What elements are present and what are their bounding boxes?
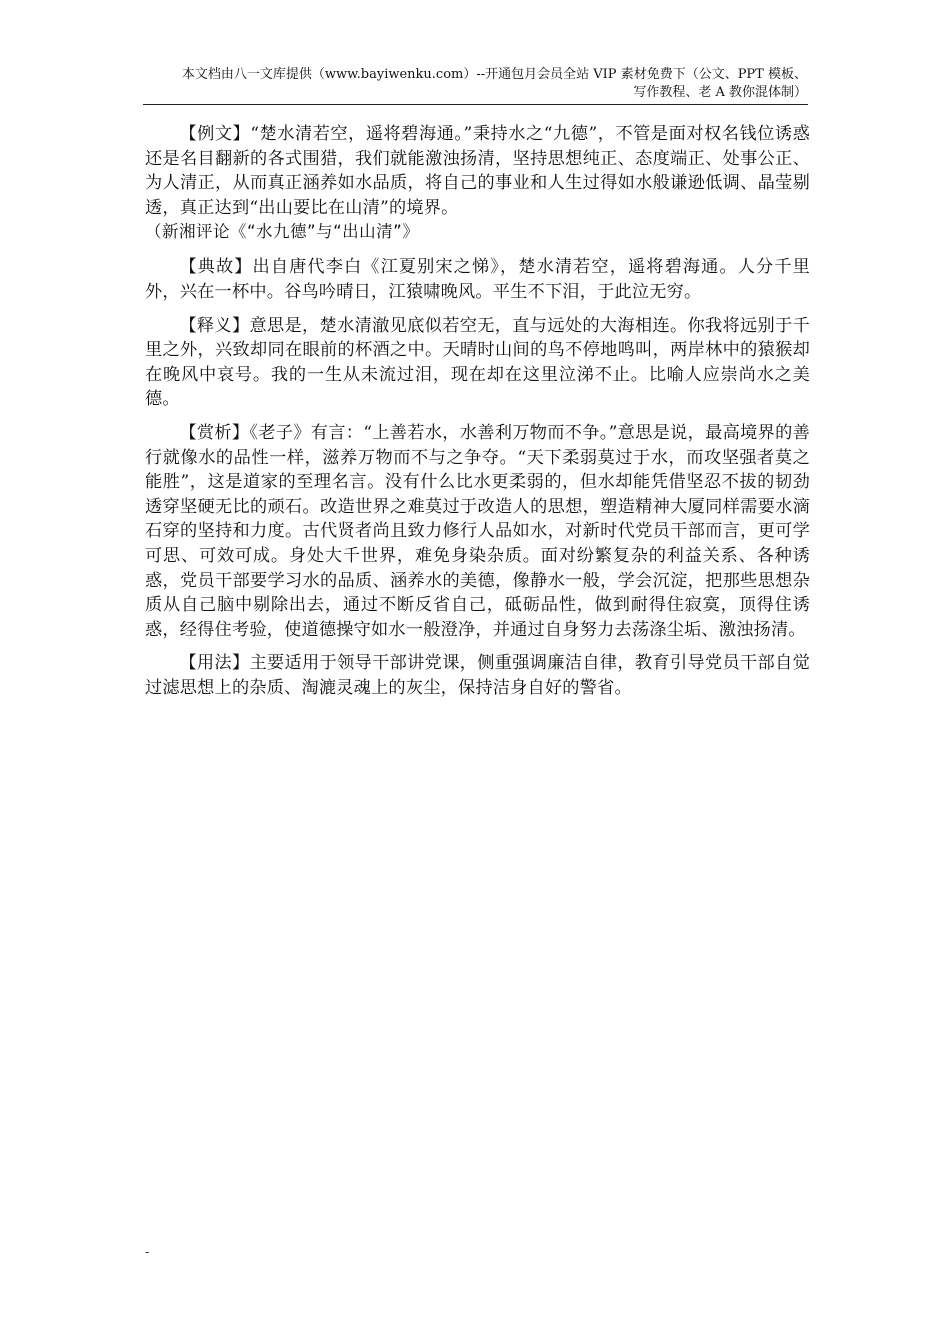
analysis-paragraph: 【赏析】《老子》有言：“上善若水，水善利万物而不争。”意思是说，最高境界的善行就像水的品性一样，滋养万物而不与之争夺。“天下柔弱莫过于水，而攻坚强者莫之能胜”，这是道家的至理名言。没有什么比水更柔弱的，但水却能凭借坚忍不拔的韧劲透穿坚硬无比的顽石。改造世界之难莫过于改造人的思想，塑造精神大厦同样需要水滴石穿的坚持和力度。古代贤者尚且致力修行人品如水，对新时代党员干部而言，更可学可思、可效可成。身处大千世界，难免身染杂质。面对纷繁复杂的利益关系、各种诱惑，党员干部要学习水的品质、涵养水的美德，像静水一般，学会沉淀，把那些思想杂质从自己脑中剔除出去，通过不断反省自己，砥砺品性，做到耐得住寂寞，顶得住诱惑，经得住考验，使道德操守如水一般澄净，并通过自身努力去荡涤尘垢、激浊扬清。 xyxy=(145,422,810,640)
allusion-paragraph: 【典故】出自唐代李白《江夏别宋之悌》，楚水清若空，遥将碧海通。人分千里外，兴在一杯中。谷鸟吟晴日，江猿啸晚风。平生不下泪，于此泣无穷。 xyxy=(145,257,810,302)
example-source: （新湘评论《“水九德”与“出山清”》 xyxy=(145,222,420,242)
header-line-2: 写作教程、老 A 教你混体制） xyxy=(633,85,807,100)
header-line-1: 本文档由八一文库提供（www.bayiwenku.com）--开通包月会员全站 VIP 素材免费下（公文、PPT 模板、 xyxy=(181,67,807,82)
meaning-paragraph: 【释义】意思是，楚水清澈见底似若空无，直与远处的大海相连。你我将远别于千里之外，兴致却同在眼前的杯酒之中。天晴时山间的鸟不停地鸣叫，两岸林中的猿猴却在晚风中哀号。我的一生从未流过泪，现在却在这里泣涕不止。比喻人应崇尚水之美德。 xyxy=(145,315,810,410)
example-paragraph: 【例文】“楚水清若空，遥将碧海通。”秉持水之“九德”，不管是面对权名钱位诱惑还是名目翻新的各式围猎，我们就能激浊扬清，坚持思想纯正、态度端正、处事公正、为人清正，从而真正涵养如水品质，将自己的事业和人生过得如水般谦逊低调、晶莹剔透，真正达到“出山要比在山清”的境界。 xyxy=(145,124,810,218)
header-divider xyxy=(143,104,808,105)
page-header xyxy=(143,66,807,102)
footer-mark: - xyxy=(145,1245,150,1260)
document-body xyxy=(145,122,810,700)
usage-paragraph: 【用法】主要适用于领导干部讲党课，侧重强调廉洁自律，教育引导党员干部自觉过滤思想上的杂质、淘漉灵魂上的灰尘，保持洁身自好的警省。 xyxy=(145,653,810,698)
